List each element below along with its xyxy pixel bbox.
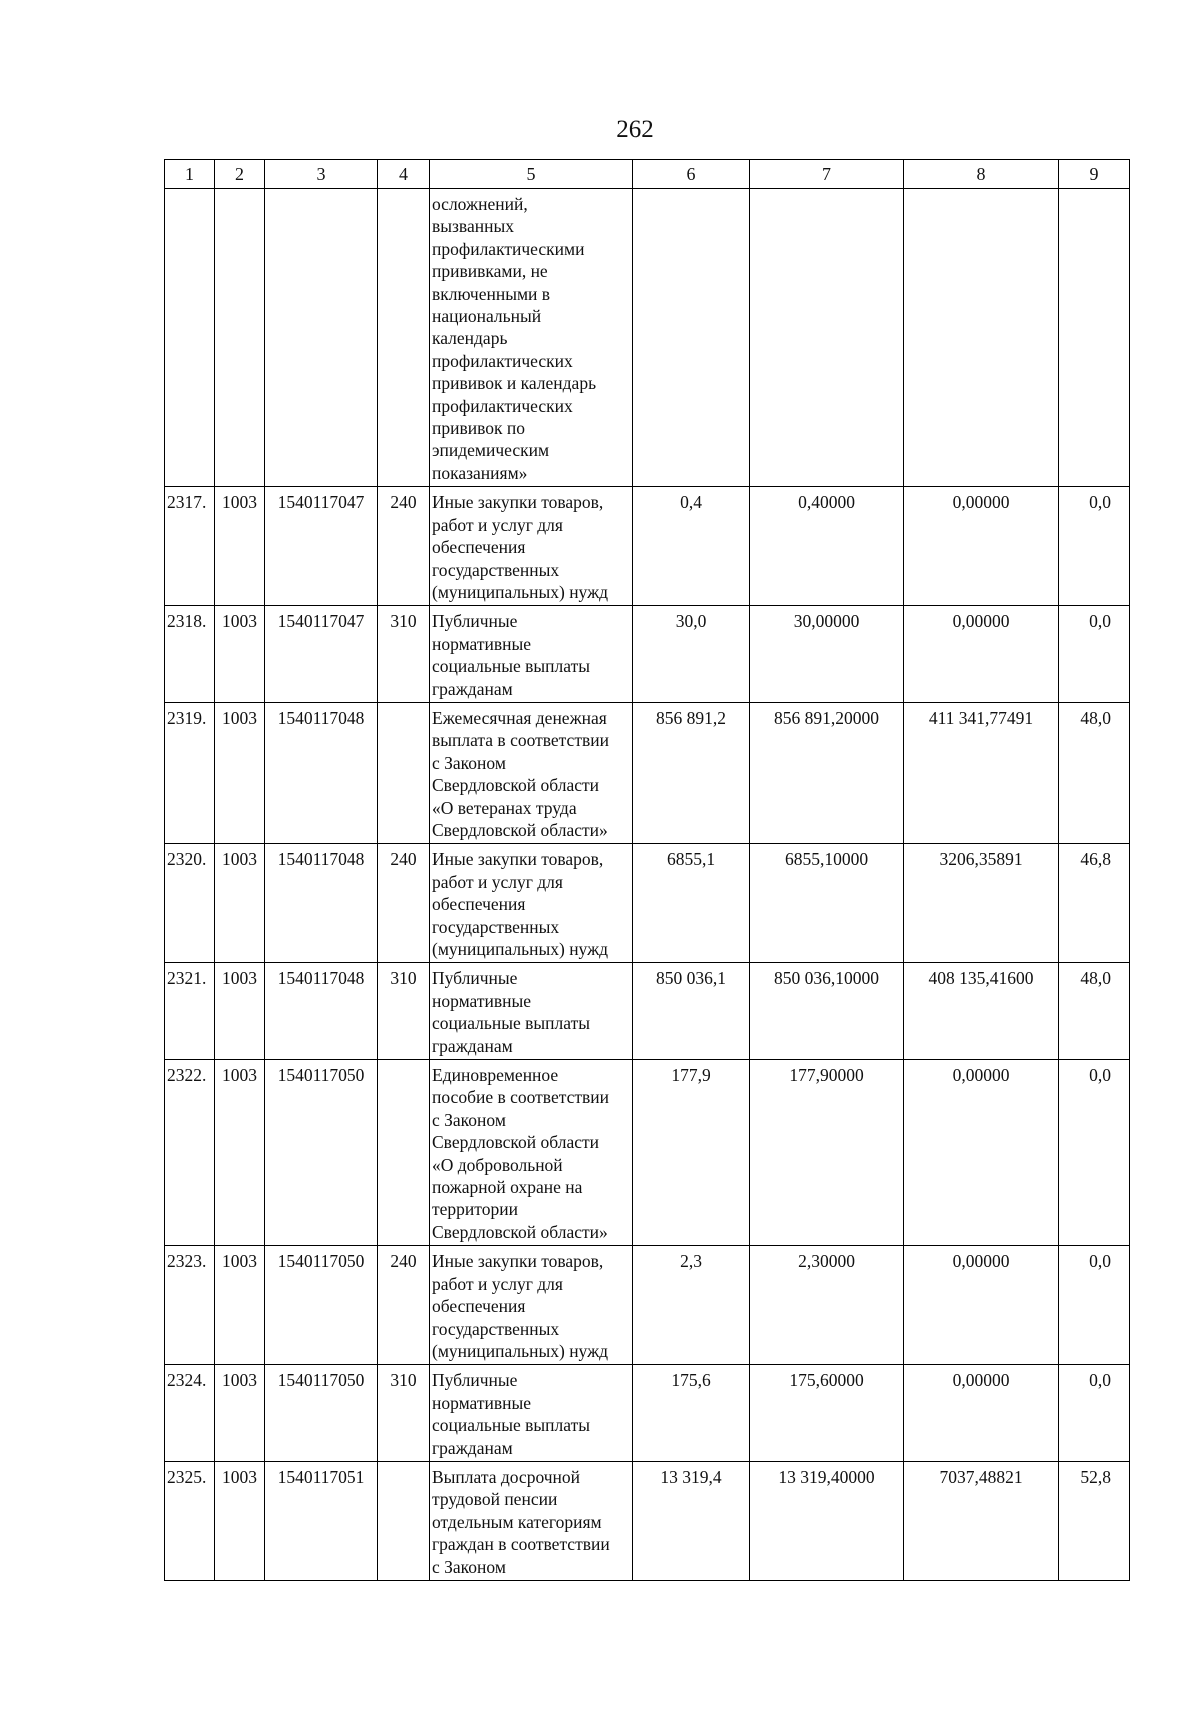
value-col-6 — [633, 189, 750, 487]
table-row — [165, 1461, 1130, 1580]
column-header: 1 — [165, 160, 215, 189]
section-code — [215, 189, 265, 487]
value-col-7: 0,40000 — [750, 487, 904, 606]
row-description: Единовременное пособие в соответствии с Законом Свердловской области «О добровольной пожарной охране на территории Свердловской области» — [430, 1060, 633, 1246]
value-col-9: 52,8 — [1059, 1461, 1130, 1580]
row-description: Выплата досрочной трудовой пенсии отдельным категориям граждан в соответствии с Законом — [430, 1461, 633, 1580]
value-col-9: 0,0 — [1059, 1246, 1130, 1365]
table-row — [165, 487, 1130, 606]
section-code: 1003 — [215, 487, 265, 606]
target-article-code: 1540117051 — [265, 1461, 378, 1580]
value-col-7: 6855,10000 — [750, 844, 904, 963]
row-number — [165, 189, 215, 487]
value-col-7 — [750, 189, 904, 487]
row-number: 2322. — [165, 1060, 215, 1246]
row-number: 2325. — [165, 1461, 215, 1580]
value-col-8: 0,00000 — [904, 1060, 1059, 1246]
column-header: 6 — [633, 160, 750, 189]
table-row — [165, 702, 1130, 843]
row-description: осложнений, вызванных профилактическими прививками, не включенными в национальный календарь профилактических прививок и календарь профилактических прививок по эпидемическим показаниям» — [430, 189, 633, 487]
value-col-7: 850 036,10000 — [750, 963, 904, 1060]
value-col-6: 13 319,4 — [633, 1461, 750, 1580]
value-col-6: 177,9 — [633, 1060, 750, 1246]
section-code: 1003 — [215, 606, 265, 703]
value-col-9: 0,0 — [1059, 1060, 1130, 1246]
value-col-9: 48,0 — [1059, 963, 1130, 1060]
value-col-6: 2,3 — [633, 1246, 750, 1365]
value-col-7: 175,60000 — [750, 1365, 904, 1462]
column-header: 4 — [378, 160, 430, 189]
value-col-8: 0,00000 — [904, 1365, 1059, 1462]
value-col-7: 30,00000 — [750, 606, 904, 703]
target-article-code: 1540117047 — [265, 606, 378, 703]
value-col-7: 856 891,20000 — [750, 702, 904, 843]
section-code: 1003 — [215, 1246, 265, 1365]
value-col-7: 2,30000 — [750, 1246, 904, 1365]
value-col-7: 177,90000 — [750, 1060, 904, 1246]
value-col-7: 13 319,40000 — [750, 1461, 904, 1580]
row-description: Иные закупки товаров, работ и услуг для обеспечения государственных (муниципальных) нужд — [430, 844, 633, 963]
value-col-8: 408 135,41600 — [904, 963, 1059, 1060]
target-article-code: 1540117048 — [265, 844, 378, 963]
budget-table — [164, 159, 1130, 1581]
expense-type-code: 240 — [378, 844, 430, 963]
expense-type-code — [378, 189, 430, 487]
section-code: 1003 — [215, 963, 265, 1060]
row-number: 2323. — [165, 1246, 215, 1365]
row-description: Иные закупки товаров, работ и услуг для обеспечения государственных (муниципальных) нужд — [430, 1246, 633, 1365]
table-row — [165, 189, 1130, 487]
value-col-6: 30,0 — [633, 606, 750, 703]
target-article-code: 1540117050 — [265, 1365, 378, 1462]
target-article-code — [265, 189, 378, 487]
page-number: 262 — [616, 116, 654, 143]
expense-type-code: 240 — [378, 1246, 430, 1365]
target-article-code: 1540117050 — [265, 1060, 378, 1246]
value-col-6: 175,6 — [633, 1365, 750, 1462]
expense-type-code: 310 — [378, 1365, 430, 1462]
target-article-code: 1540117047 — [265, 487, 378, 606]
row-number: 2319. — [165, 702, 215, 843]
table-row — [165, 963, 1130, 1060]
value-col-8: 0,00000 — [904, 487, 1059, 606]
table-row — [165, 1060, 1130, 1246]
section-code: 1003 — [215, 1461, 265, 1580]
value-col-8: 0,00000 — [904, 606, 1059, 703]
row-description: Публичные нормативные социальные выплаты гражданам — [430, 1365, 633, 1462]
target-article-code: 1540117050 — [265, 1246, 378, 1365]
expense-type-code — [378, 702, 430, 843]
column-header: 9 — [1059, 160, 1130, 189]
expense-type-code — [378, 1461, 430, 1580]
value-col-8 — [904, 189, 1059, 487]
section-code: 1003 — [215, 1060, 265, 1246]
section-code: 1003 — [215, 844, 265, 963]
table-row — [165, 1365, 1130, 1462]
value-col-6: 856 891,2 — [633, 702, 750, 843]
value-col-9: 0,0 — [1059, 487, 1130, 606]
column-header: 2 — [215, 160, 265, 189]
table-row — [165, 1246, 1130, 1365]
section-code: 1003 — [215, 702, 265, 843]
value-col-9: 0,0 — [1059, 606, 1130, 703]
row-description: Иные закупки товаров, работ и услуг для обеспечения государственных (муниципальных) нужд — [430, 487, 633, 606]
table-row — [165, 844, 1130, 963]
row-number: 2317. — [165, 487, 215, 606]
row-number: 2324. — [165, 1365, 215, 1462]
expense-type-code: 310 — [378, 963, 430, 1060]
column-header: 3 — [265, 160, 378, 189]
table-header-row — [165, 160, 1130, 189]
table-row — [165, 606, 1130, 703]
expense-type-code — [378, 1060, 430, 1246]
column-header: 5 — [430, 160, 633, 189]
value-col-6: 850 036,1 — [633, 963, 750, 1060]
value-col-8: 0,00000 — [904, 1246, 1059, 1365]
target-article-code: 1540117048 — [265, 702, 378, 843]
target-article-code: 1540117048 — [265, 963, 378, 1060]
value-col-9 — [1059, 189, 1130, 487]
row-description: Публичные нормативные социальные выплаты гражданам — [430, 963, 633, 1060]
row-number: 2321. — [165, 963, 215, 1060]
row-number: 2318. — [165, 606, 215, 703]
value-col-8: 7037,48821 — [904, 1461, 1059, 1580]
value-col-6: 6855,1 — [633, 844, 750, 963]
section-code: 1003 — [215, 1365, 265, 1462]
value-col-8: 411 341,77491 — [904, 702, 1059, 843]
column-header: 8 — [904, 160, 1059, 189]
expense-type-code: 240 — [378, 487, 430, 606]
column-header: 7 — [750, 160, 904, 189]
row-description: Ежемесячная денежная выплата в соответствии с Законом Свердловской области «О ветеранах труда Свердловской области» — [430, 702, 633, 843]
value-col-6: 0,4 — [633, 487, 750, 606]
row-description: Публичные нормативные социальные выплаты гражданам — [430, 606, 633, 703]
value-col-9: 0,0 — [1059, 1365, 1130, 1462]
value-col-9: 48,0 — [1059, 702, 1130, 843]
row-number: 2320. — [165, 844, 215, 963]
expense-type-code: 310 — [378, 606, 430, 703]
value-col-8: 3206,35891 — [904, 844, 1059, 963]
value-col-9: 46,8 — [1059, 844, 1130, 963]
